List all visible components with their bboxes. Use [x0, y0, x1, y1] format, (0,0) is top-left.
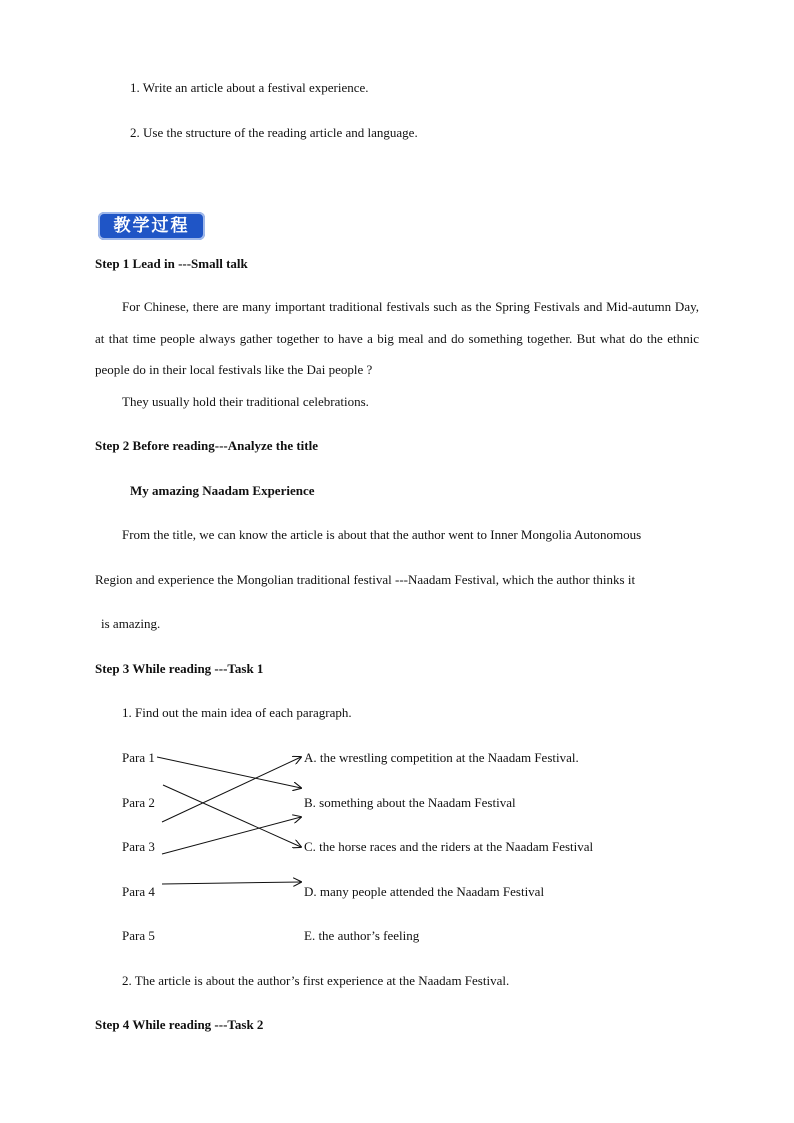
idea-b: B. something about the Naadam Festival — [304, 795, 516, 810]
step1-answer: They usually hold their traditional celebrations. — [122, 394, 369, 409]
step1-paragraph — [95, 291, 699, 386]
para-label-1: Para 1 — [122, 750, 155, 765]
step3-heading: Step 3 While reading ---Task 1 — [95, 661, 264, 676]
idea-c: C. the horse races and the riders at the Naadam Festival — [304, 839, 594, 854]
step2-line2: Region and experience the Mongolian traditional festival ---Naadam Festival, which the author thinks it — [95, 572, 636, 587]
step2-heading: Step 2 Before reading---Analyze the title — [95, 438, 318, 453]
idea-a: A. the wrestling competition at the Naadam Festival. — [304, 750, 579, 765]
arrow-para1-to-b — [157, 757, 301, 788]
objective-2: 2. Use the structure of the reading article and language. — [130, 125, 418, 140]
para-label-4: Para 4 — [122, 884, 155, 899]
idea-e: E. the author’s feeling — [304, 928, 420, 943]
step3-instruction: 1. Find out the main idea of each paragraph. — [122, 705, 352, 720]
step1-heading: Step 1 Lead in ---Small talk — [95, 256, 248, 271]
arrow-para2-to-a — [162, 757, 301, 822]
section-badge: 教学过程 — [98, 212, 205, 240]
step2-line1: From the title, we can know the article is about that the author went to Inner Mongolia Autonomous — [122, 527, 642, 542]
step2-line3: is amazing. — [101, 616, 161, 631]
para-label-5: Para 5 — [122, 928, 155, 943]
objective-1: 1. Write an article about a festival experience. — [130, 80, 369, 95]
article-title: My amazing Naadam Experience — [130, 483, 315, 498]
arrow-para2-to-c — [163, 785, 301, 847]
arrow-para3-to-c — [162, 817, 301, 854]
step3-summary: 2. The article is about the author’s first experience at the Naadam Festival. — [122, 973, 510, 988]
idea-d: D. many people attended the Naadam Festival — [304, 884, 545, 899]
arrow-para4-to-d — [162, 882, 301, 884]
para-label-2: Para 2 — [122, 795, 155, 810]
step1-paragraph-text: For Chinese, there are many important traditional festivals such as the Spring Festivals and Mid-autumn Day, at that time people always gather together to have a big meal and do something together. But what do the ethnic people do in their local festivals like the Dai people ? — [95, 299, 699, 377]
para-label-3: Para 3 — [122, 839, 155, 854]
step4-heading: Step 4 While reading ---Task 2 — [95, 1017, 264, 1032]
